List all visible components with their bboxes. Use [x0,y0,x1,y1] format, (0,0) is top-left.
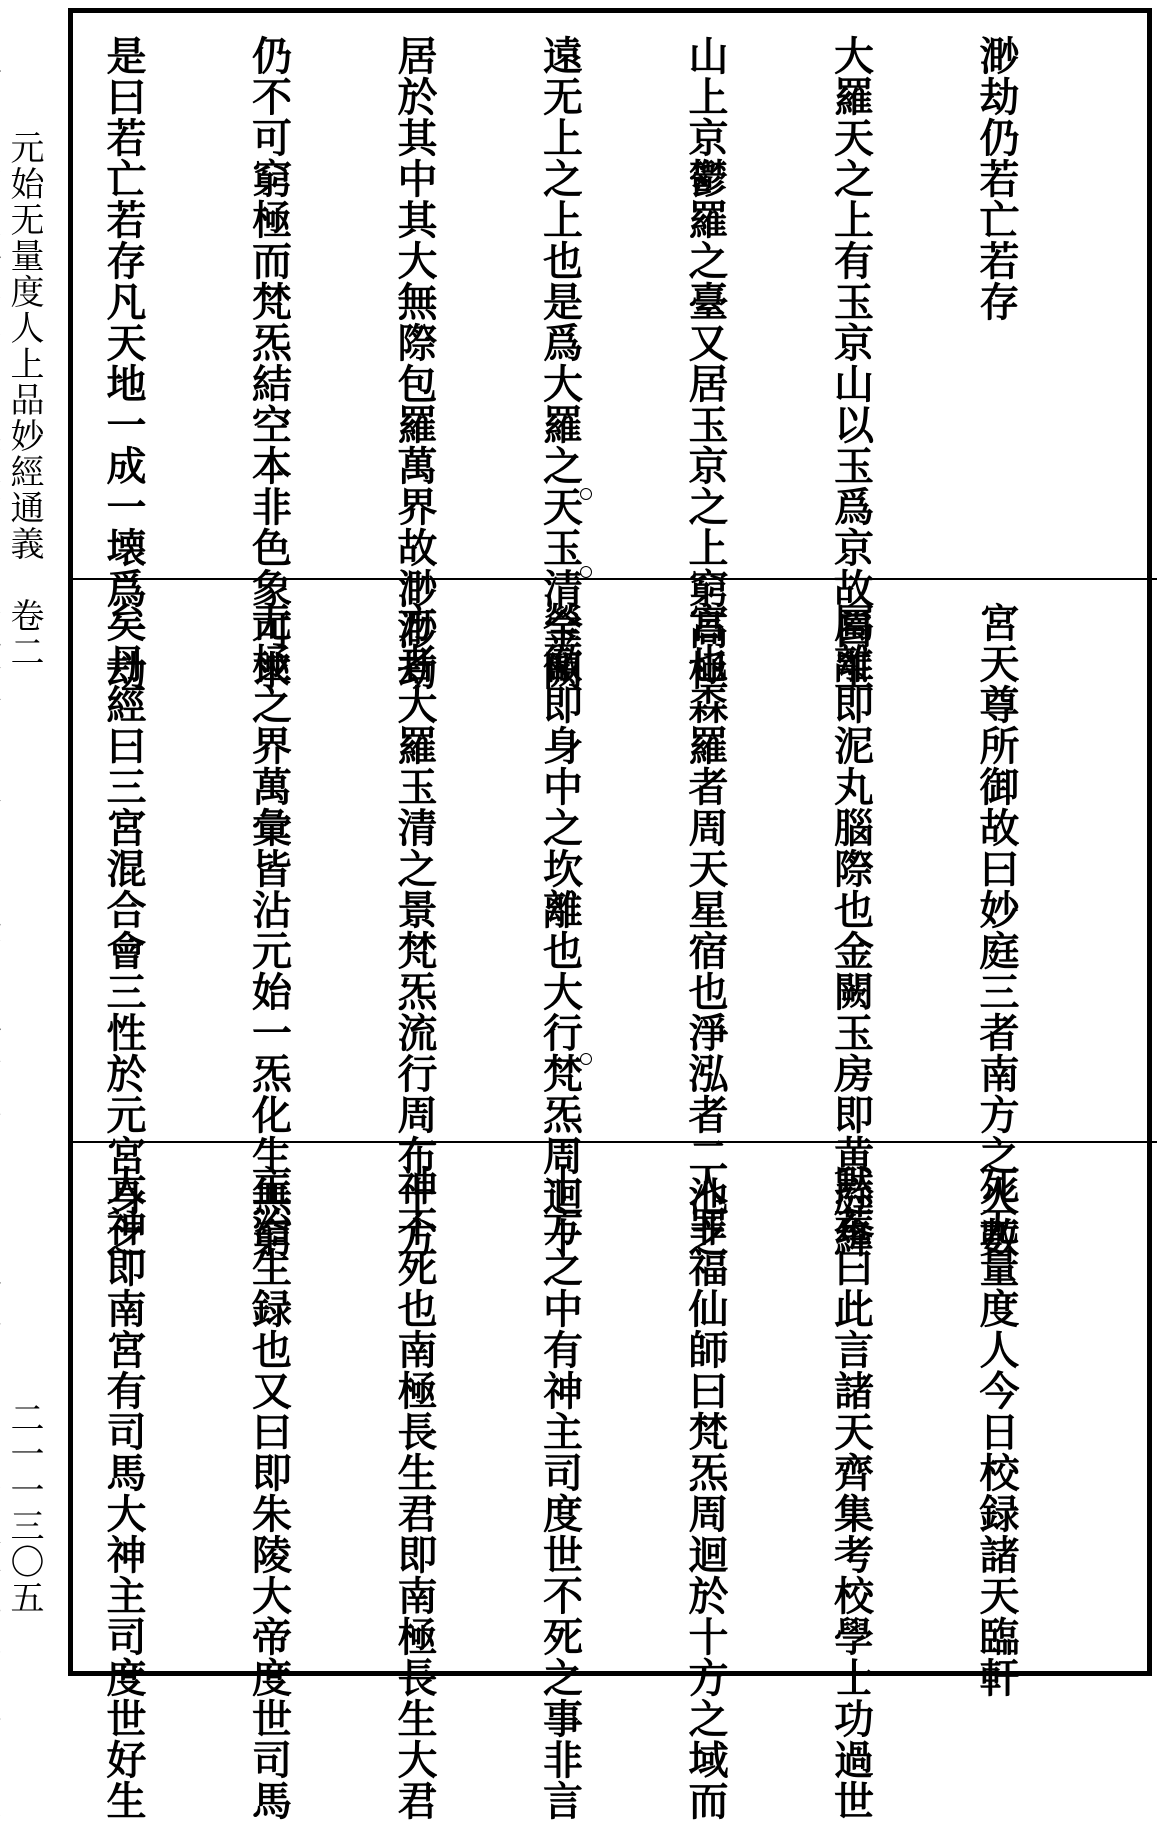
text-column: 大神即南宮有司馬大神主司度世好生 [100,1165,147,1821]
text-block [0,602,1117,1258]
text-column [0,1165,2,1665]
text-column: 宮也森羅者周天星宿也淨泓者二池之 [682,602,729,1258]
text-column: 居於其中其大無際包羅萬界故渺渺劫 [391,35,438,691]
margin-page-number: 二一一三〇五 [4,1400,44,1616]
text-column: 死无量度人今日校録諸天臨軒 [973,1165,1020,1698]
punctuation-circle [580,566,592,578]
text-column: 遠无上之上也是爲大羅之天玉清金闕 [536,35,584,691]
text-column: 人罪福仙師曰梵炁周迴於十方之域而 [682,1165,729,1821]
text-column: 黙菴曰此言諸天齊集考校學士功過世 [827,1165,875,1821]
page-frame [68,8,1152,1821]
text-column: 神不死也南極長生君即南極長生大君 [391,1165,438,1821]
text-column: 渺劫仍若亡若存 [973,35,1020,322]
text-column: 大羅天之上有玉京山以玉爲京故曰玉 [827,35,875,691]
text-column [0,35,2,565]
register-top [73,13,1157,691]
text-column: 宮天尊所御故曰妙庭三者南方之火數 [973,602,1020,1258]
text-column: 仍不可窮極而梵炁結空本非色象可求 [245,35,293,691]
text-column: 十方之中有神主司度世不死之事非言 [536,1165,584,1821]
register-bottom [73,1141,1157,1821]
text-column: 屬離即泥丸腦際也金闕玉房即黄庭絳 [827,602,875,1258]
text-block [0,35,1117,691]
text-column: 矣丹經曰三宮混合會三性於元宮身之 [100,602,147,1258]
margin-title: 元始无量度人上品妙經通義 卷二 [4,130,44,670]
register-middle [73,578,1157,1258]
punctuation-circle [580,488,592,500]
text-column [0,602,2,1132]
text-block [0,1165,1117,1821]
text-column: 方者大羅玉清之景梵炁流行周布十方 [391,602,438,1258]
text-column: 是曰若亡若存凡天地一成一壊爲一劫 [100,35,147,691]
text-column: 瑩徹即身中之坎離也大行梵炁周迴十 [536,602,584,1258]
text-column: 主治生録也又曰即朱陵大帝度世司馬 [245,1165,293,1821]
text-column: 山上京鬱羅之臺又居玉京之上窮高極 [682,35,729,691]
punctuation-circle [580,1053,592,1065]
text-column: 无極之界萬彙皆沾元始一炁化生無窮 [245,602,293,1258]
